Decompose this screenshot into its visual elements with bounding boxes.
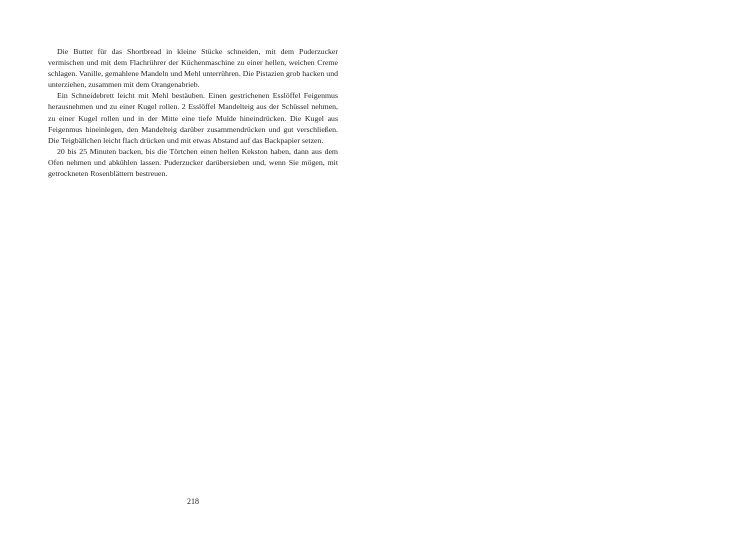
method-paragraph-2: Ein Schneidebrett leicht mit Mehl bestäuben. Einen gestrichenen Esslöffel Feigenmus herausnehmen und zu einer Kugel rollen. 2 Esslöffel Mandelteig aus der Schüssel nehmen, zu einer Kugel rollen und in der Mitte eine tiefe Mulde hineindrücken. Die Kugel aus Feigenmus hineinlegen, den Mandelteig darüber zusammendrücken und gut verschließen. Die Teigbällchen leicht flach drücken und mit etwas Abstand auf das Backpapier setzen. [48, 91, 338, 145]
method-paragraph-3: 20 bis 25 Minuten backen, bis die Törtchen einen hellen Kekston haben, dann aus dem Ofen nehmen und abkühlen lassen. Puderzucker darübersieben und, wenn Sie mögen, mit getrockneten Rosenblättern bestreuen. [48, 146, 338, 179]
method-paragraph-1: Die Butter für das Shortbread in kleine Stücke schneiden, mit dem Puderzucker vermischen und mit dem Flachrührer der Küchenmaschine zu einer hellen, weichen Creme schlagen. Vanille, gemahlene Mandeln und Mehl unterrühren. Die Pistazien grob hacken und unterziehen, zusammen mit dem Orangenabrieb. [48, 47, 338, 90]
right-page [375, 0, 750, 544]
page-number: 218 [187, 497, 199, 506]
recipe-method-text [48, 46, 338, 179]
